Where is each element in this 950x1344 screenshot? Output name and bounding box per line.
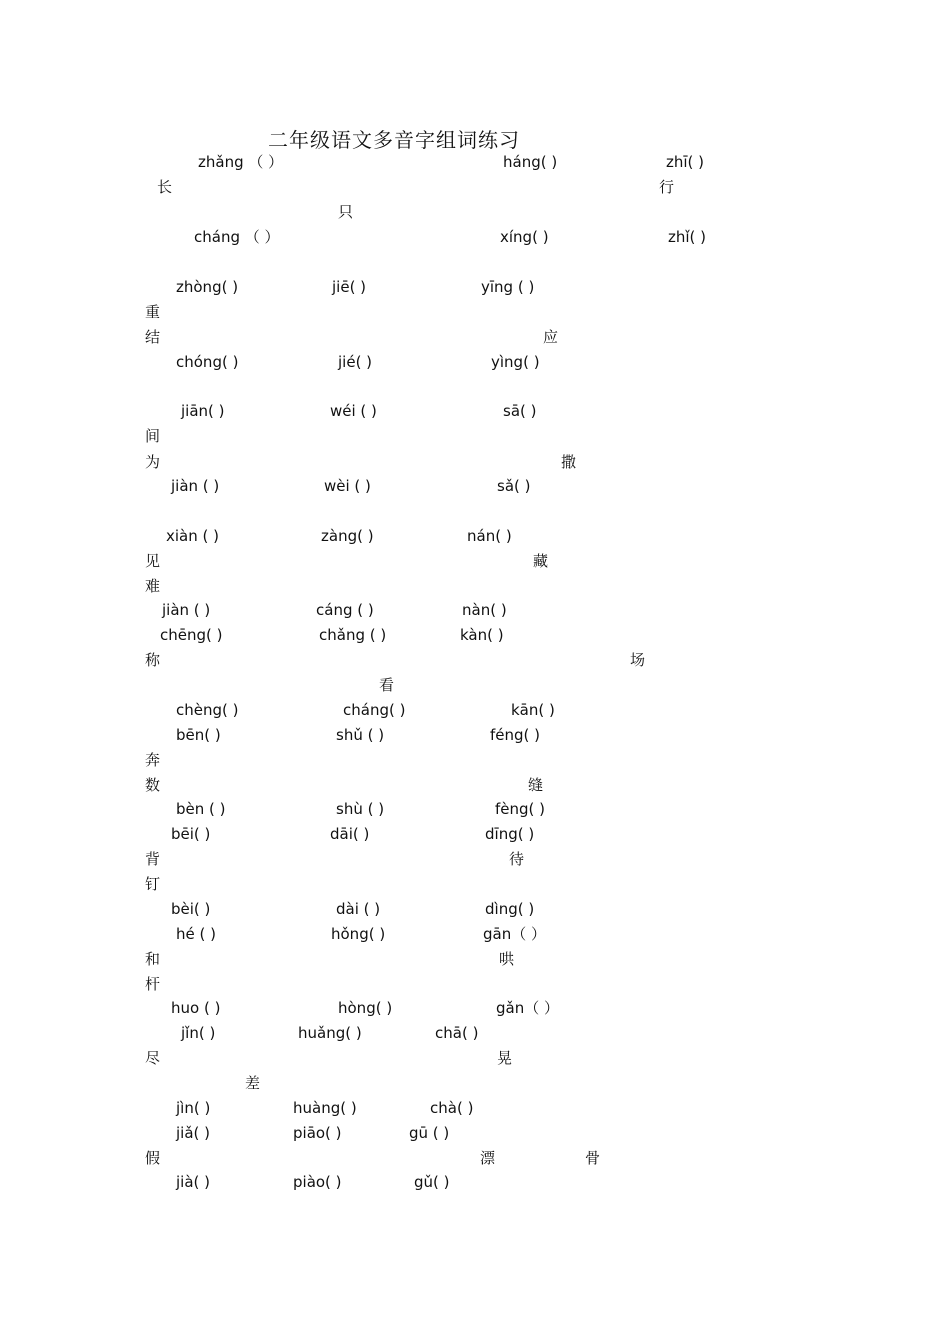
- pinyin-blank: huàng( ): [293, 1099, 357, 1117]
- pinyin-blank: jiē( ): [332, 278, 367, 296]
- polyphonic-character: 和: [145, 950, 161, 968]
- polyphonic-character: 应: [543, 328, 559, 346]
- pinyin-blank: kān( ): [511, 701, 555, 719]
- pinyin-blank: zhòng( ): [176, 278, 239, 296]
- pinyin-blank: piào( ): [293, 1173, 342, 1191]
- pinyin-blank: gǔ( ): [414, 1173, 450, 1191]
- polyphonic-character: 杆: [145, 975, 161, 993]
- polyphonic-character: 哄: [499, 950, 515, 968]
- pinyin-blank: chà( ): [430, 1099, 474, 1117]
- pinyin-blank: wéi ( ): [330, 402, 377, 420]
- polyphonic-character: 钉: [145, 875, 161, 893]
- pinyin-blank: wèi ( ): [324, 477, 371, 495]
- pinyin-blank: yìng( ): [491, 353, 540, 371]
- pinyin-blank: jiàn ( ): [162, 601, 211, 619]
- polyphonic-character: 见: [145, 552, 161, 570]
- polyphonic-character: 场: [630, 651, 646, 669]
- pinyin-blank: chēng( ): [160, 626, 223, 644]
- pinyin-blank: zàng( ): [321, 527, 374, 545]
- pinyin-blank: shù ( ): [336, 800, 385, 818]
- polyphonic-character: 难: [145, 577, 161, 595]
- page-title: 二年级语文多音字组词练习: [268, 128, 520, 152]
- polyphonic-character: 数: [145, 776, 161, 794]
- pinyin-blank: féng( ): [490, 726, 541, 744]
- polyphonic-character: 看: [379, 676, 395, 694]
- pinyin-blank: zhǐ( ): [668, 228, 707, 246]
- pinyin-blank: sā( ): [503, 402, 537, 420]
- polyphonic-character: 奔: [145, 751, 161, 769]
- pinyin-blank: bēn( ): [176, 726, 221, 744]
- pinyin-blank: hǒng( ): [331, 925, 386, 943]
- pinyin-blank: fèng( ): [495, 800, 546, 818]
- pinyin-blank: cháng （ ）: [194, 228, 280, 246]
- pinyin-blank: nán( ): [467, 527, 512, 545]
- polyphonic-character: 骨: [585, 1149, 601, 1167]
- pinyin-blank: xiàn ( ): [166, 527, 219, 545]
- pinyin-blank: sǎ( ): [497, 477, 531, 495]
- pinyin-blank: chóng( ): [176, 353, 239, 371]
- pinyin-blank: bèi( ): [171, 900, 211, 918]
- pinyin-blank: gǎn（ ）: [496, 999, 559, 1017]
- pinyin-blank: jǐn( ): [181, 1024, 216, 1042]
- pinyin-blank: gū ( ): [409, 1124, 450, 1142]
- pinyin-blank: jiān( ): [181, 402, 225, 420]
- pinyin-blank: huǎng( ): [298, 1024, 362, 1042]
- polyphonic-character: 只: [338, 203, 354, 221]
- pinyin-blank: bēi( ): [171, 825, 211, 843]
- polyphonic-character: 藏: [533, 552, 549, 570]
- pinyin-blank: cáng ( ): [316, 601, 374, 619]
- polyphonic-character: 称: [145, 651, 161, 669]
- polyphonic-character: 为: [145, 453, 161, 471]
- polyphonic-character: 待: [509, 850, 525, 868]
- pinyin-blank: jìn( ): [176, 1099, 211, 1117]
- pinyin-blank: jié( ): [338, 353, 373, 371]
- pinyin-blank: nàn( ): [462, 601, 507, 619]
- pinyin-blank: dìng( ): [485, 900, 535, 918]
- polyphonic-character: 间: [145, 427, 161, 445]
- pinyin-blank: jià( ): [176, 1173, 210, 1191]
- pinyin-blank: huo ( ): [171, 999, 221, 1017]
- pinyin-blank: gān（ ）: [483, 925, 546, 943]
- polyphonic-character: 漂: [480, 1149, 496, 1167]
- polyphonic-character: 背: [145, 850, 161, 868]
- polyphonic-character: 结: [145, 328, 161, 346]
- pinyin-blank: chèng( ): [176, 701, 239, 719]
- pinyin-blank: cháng( ): [343, 701, 406, 719]
- pinyin-blank: shǔ ( ): [336, 726, 385, 744]
- pinyin-blank: jiǎ( ): [176, 1124, 210, 1142]
- pinyin-blank: bèn ( ): [176, 800, 226, 818]
- pinyin-blank: hé ( ): [176, 925, 216, 943]
- polyphonic-character: 长: [157, 178, 173, 196]
- polyphonic-character: 缝: [528, 776, 544, 794]
- pinyin-blank: chǎng ( ): [319, 626, 387, 644]
- pinyin-blank: dāi( ): [330, 825, 370, 843]
- pinyin-blank: háng( ): [503, 153, 558, 171]
- pinyin-blank: yīng ( ): [481, 278, 535, 296]
- polyphonic-character: 行: [659, 178, 675, 196]
- pinyin-blank: piāo( ): [293, 1124, 342, 1142]
- pinyin-blank: chā( ): [435, 1024, 479, 1042]
- pinyin-blank: zhǎng （ ）: [198, 153, 284, 171]
- polyphonic-character: 重: [145, 303, 161, 321]
- polyphonic-character: 撒: [561, 453, 577, 471]
- polyphonic-character: 尽: [145, 1049, 161, 1067]
- pinyin-blank: hòng( ): [338, 999, 393, 1017]
- pinyin-blank: dài ( ): [336, 900, 381, 918]
- pinyin-blank: jiàn ( ): [171, 477, 220, 495]
- polyphonic-character: 假: [145, 1149, 161, 1167]
- polyphonic-character: 晃: [497, 1049, 513, 1067]
- pinyin-blank: dīng( ): [485, 825, 535, 843]
- pinyin-blank: xíng( ): [500, 228, 549, 246]
- polyphonic-character: 差: [245, 1074, 261, 1092]
- pinyin-blank: kàn( ): [460, 626, 504, 644]
- pinyin-blank: zhī( ): [666, 153, 705, 171]
